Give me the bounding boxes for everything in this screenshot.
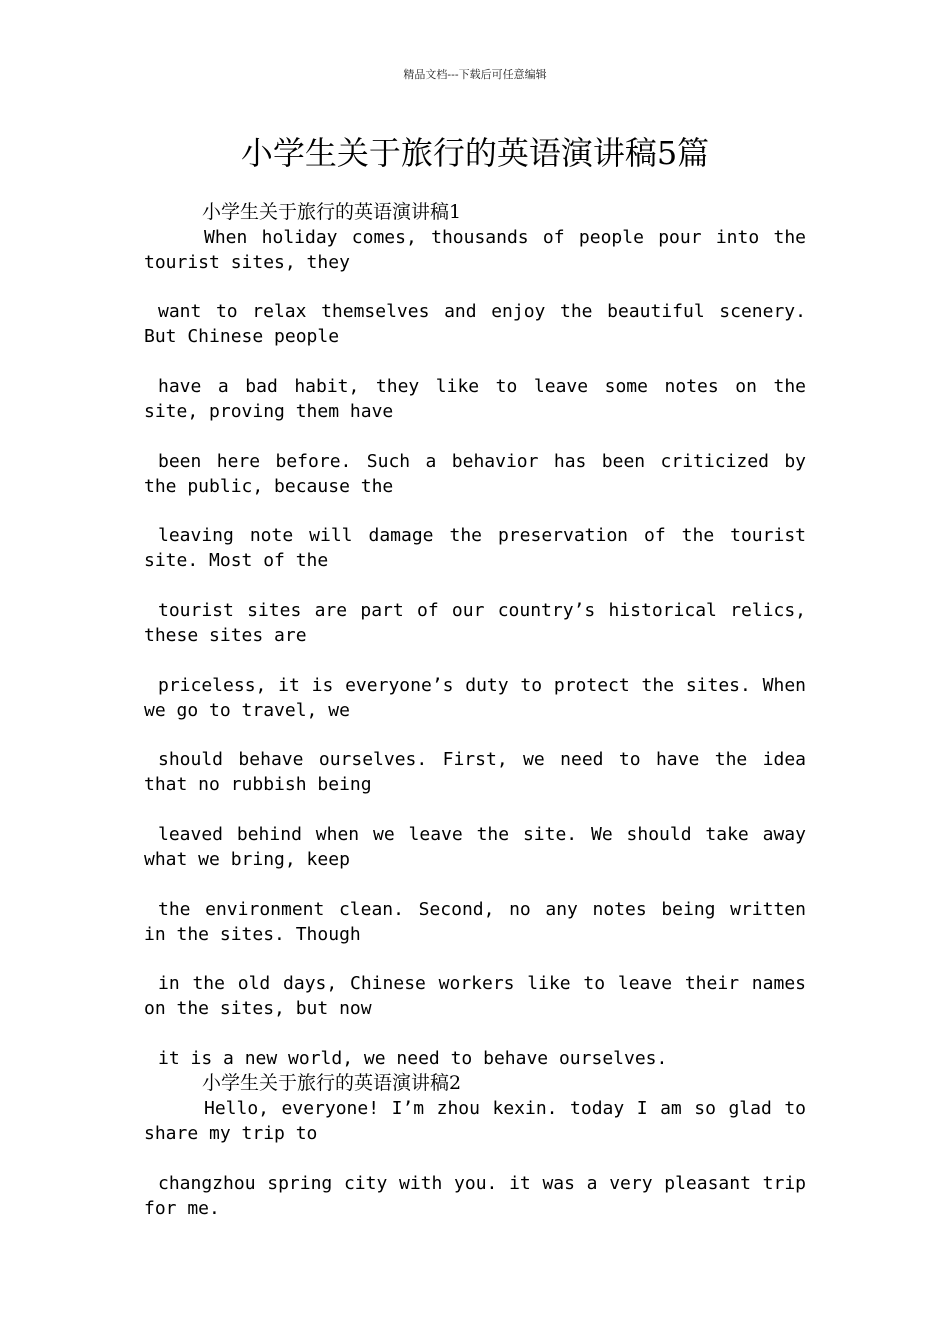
paragraph: tourist sites are part of our country’s historical relics, these sites are <box>144 600 806 646</box>
section-heading-2: 小学生关于旅行的英语演讲稿2 <box>202 1072 462 1094</box>
paragraph: When holiday comes, thousands of people pour into the tourist sites, they <box>144 227 806 273</box>
section-heading-1: 小学生关于旅行的英语演讲稿1 <box>202 201 462 223</box>
paragraph: priceless, it is everyone’s duty to protect the sites. When we go to travel, we <box>144 675 806 721</box>
paragraph: leaved behind when we leave the site. We should take away what we bring, keep <box>144 824 806 870</box>
page-header: 精品文档---下载后可任意编辑 <box>403 68 547 81</box>
paragraph: it is a new world, we need to behave ourselves. <box>158 1048 668 1069</box>
paragraph: been here before. Such a behavior has been criticized by the public, because the <box>144 451 806 497</box>
paragraph: changzhou spring city with you. it was a very pleasant trip for me. <box>144 1173 806 1219</box>
paragraph: Hello, everyone! I’m zhou kexin. today I am so glad to share my trip to <box>144 1098 806 1144</box>
paragraph: want to relax themselves and enjoy the beautiful scenery. But Chinese people <box>144 301 806 347</box>
document-title: 小学生关于旅行的英语演讲稿5篇 <box>240 134 710 172</box>
paragraph: have a bad habit, they like to leave some notes on the site, proving them have <box>144 376 806 422</box>
paragraph: in the old days, Chinese workers like to leave their names on the sites, but now <box>144 973 806 1019</box>
paragraph: the environment clean. Second, no any notes being written in the sites. Though <box>144 899 806 945</box>
paragraph: leaving note will damage the preservation of the tourist site. Most of the <box>144 525 806 571</box>
paragraph: should behave ourselves. First, we need to have the idea that no rubbish being <box>144 749 806 795</box>
